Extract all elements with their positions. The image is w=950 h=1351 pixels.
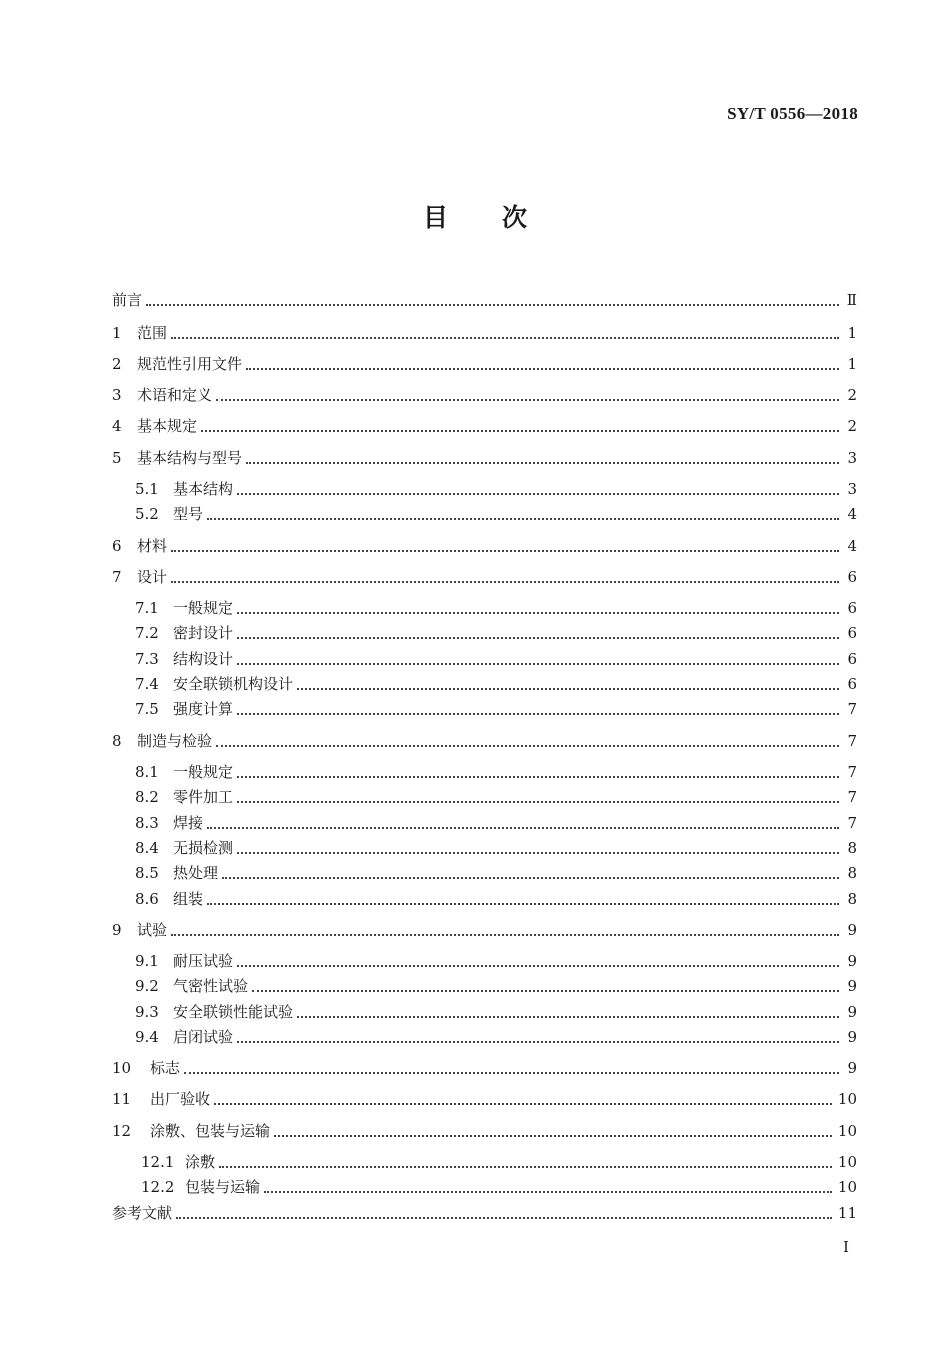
toc-entry-page: 9 — [847, 1003, 857, 1021]
toc-entry-label: 基本结构 — [173, 480, 234, 498]
toc-entry[interactable] — [135, 622, 857, 644]
toc-entry-page: 6 — [847, 624, 857, 642]
toc-entry-number: 10 — [112, 1059, 132, 1077]
toc-leader-dots — [176, 1217, 832, 1219]
toc-entry-number: 8.4 — [135, 839, 159, 857]
toc-entry-label: 安全联锁机构设计 — [173, 675, 294, 693]
toc-entry-page: 7 — [847, 788, 857, 806]
toc-entry-label: 气密性试验 — [173, 977, 249, 995]
toc-entry[interactable] — [112, 384, 857, 406]
toc-leader-dots — [264, 1191, 832, 1193]
toc-entry-number: 7.3 — [135, 650, 159, 668]
toc-entry-label: 零件加工 — [173, 788, 234, 806]
toc-leader-dots — [171, 934, 839, 936]
toc-entry-page: 9 — [847, 921, 857, 939]
toc-entry-label: 耐压试验 — [173, 952, 234, 970]
toc-entry-page: 10 — [837, 1153, 857, 1171]
toc-entry-label: 规范性引用文件 — [137, 355, 243, 373]
toc-entry[interactable] — [135, 812, 857, 834]
toc-entry-page: 8 — [847, 890, 857, 908]
toc-entry[interactable] — [135, 503, 857, 525]
toc-leader-dots — [207, 903, 839, 905]
toc-entry-page: 7 — [847, 732, 857, 750]
toc-leader-dots — [171, 337, 839, 339]
toc-entry-label: 基本规定 — [137, 417, 198, 435]
toc-entry-number: 9.1 — [135, 952, 159, 970]
toc-entry[interactable] — [112, 353, 857, 375]
standard-code: SY/T 0556—2018 — [727, 104, 858, 123]
toc-entry[interactable] — [141, 1176, 857, 1198]
toc-entry[interactable] — [112, 730, 857, 752]
toc-entry-label: 强度计算 — [173, 700, 234, 718]
toc-entry-label: 焊接 — [173, 814, 204, 832]
toc-leader-dots — [201, 430, 839, 432]
toc-entry[interactable] — [112, 566, 857, 588]
toc-entry[interactable] — [141, 1151, 857, 1173]
toc-entry[interactable] — [112, 322, 857, 344]
toc-entry-label: 型号 — [173, 505, 204, 523]
toc-entry[interactable] — [135, 1026, 857, 1048]
toc-entry-page: 3 — [847, 449, 857, 467]
toc-entry-page: 4 — [847, 537, 857, 555]
toc-entry-label: 材料 — [137, 537, 168, 555]
toc-entry-label: 基本结构与型号 — [137, 449, 243, 467]
toc-entry-label: 结构设计 — [173, 650, 234, 668]
toc-entry-number: 9.2 — [135, 977, 159, 995]
toc-entry-number: 12 — [112, 1122, 132, 1140]
toc-leader-dots — [274, 1135, 832, 1137]
toc-entry[interactable] — [135, 975, 857, 997]
toc-entry-number: 7.2 — [135, 624, 159, 642]
toc-entry[interactable] — [135, 673, 857, 695]
toc-entry-page: 7 — [847, 763, 857, 781]
toc-entry-label: 一般规定 — [173, 763, 234, 781]
toc-entry-label: 术语和定义 — [137, 386, 213, 404]
toc-leader-dots — [237, 776, 839, 778]
toc-entry-label: 包装与运输 — [185, 1178, 261, 1196]
toc-entry-label: 设计 — [137, 568, 168, 586]
toc-leader-dots — [252, 990, 839, 992]
toc-entry-page: 6 — [847, 599, 857, 617]
toc-entry[interactable] — [112, 1202, 857, 1224]
toc-entry[interactable] — [135, 950, 857, 972]
toc-entry-number: 9.4 — [135, 1028, 159, 1046]
toc-entry-page: 9 — [847, 1059, 857, 1077]
toc-entry-page: 2 — [847, 417, 857, 435]
toc-entry-label: 启闭试验 — [173, 1028, 234, 1046]
toc-leader-dots — [237, 637, 839, 639]
toc-entry-number: 3 — [112, 386, 122, 404]
toc-leader-dots — [146, 304, 839, 306]
toc-entry-number: 9 — [112, 921, 122, 939]
toc-leader-dots — [216, 745, 839, 747]
toc-entry-label: 试验 — [137, 921, 168, 939]
toc-entry-number: 7.5 — [135, 700, 159, 718]
toc-entry-number: 8 — [112, 732, 122, 750]
toc-entry-number: 5.1 — [135, 480, 159, 498]
toc-entry-label: 标志 — [150, 1059, 181, 1077]
toc-leader-dots — [237, 852, 839, 854]
toc-entry-number: 9.3 — [135, 1003, 159, 1021]
toc-leader-dots — [297, 688, 839, 690]
toc-entry-page: 9 — [847, 1028, 857, 1046]
toc-entry[interactable] — [112, 447, 857, 469]
toc-entry-page: 9 — [847, 977, 857, 995]
toc-entry-page: 6 — [847, 568, 857, 586]
toc-entry-page: Ⅱ — [846, 291, 857, 309]
toc-entry-page: 10 — [837, 1178, 857, 1196]
toc-entry[interactable] — [112, 919, 857, 941]
toc-entry-label: 无损检测 — [173, 839, 234, 857]
toc-entry-label: 范围 — [137, 324, 168, 342]
toc-entry[interactable] — [112, 535, 857, 557]
toc-leader-dots — [237, 1041, 839, 1043]
toc-entry[interactable] — [112, 415, 857, 437]
page-title: 目次 — [422, 203, 581, 232]
toc-leader-dots — [219, 1166, 832, 1168]
toc-leader-dots — [237, 663, 839, 665]
toc-entry-number: 6 — [112, 537, 122, 555]
toc-leader-dots — [171, 581, 839, 583]
toc-entry-number: 1 — [112, 324, 122, 342]
toc-entry[interactable] — [135, 648, 857, 670]
toc-entry-label: 热处理 — [173, 864, 219, 882]
toc-entry-number: 8.6 — [135, 890, 159, 908]
toc-entry-page: 10 — [837, 1090, 857, 1108]
toc-entry[interactable] — [135, 698, 857, 720]
toc-leader-dots — [171, 550, 839, 552]
toc-entry-number: 2 — [112, 355, 122, 373]
toc-leader-dots — [246, 368, 839, 370]
toc-entry-label: 涂敷 — [185, 1153, 216, 1171]
toc-entry[interactable] — [135, 478, 857, 500]
toc-entry-number: 11 — [112, 1090, 132, 1108]
toc-entry-number: 8.1 — [135, 763, 159, 781]
toc-leader-dots — [237, 612, 839, 614]
toc-leader-dots — [237, 801, 839, 803]
toc-entry[interactable] — [135, 597, 857, 619]
toc-entry-number: 7.4 — [135, 675, 159, 693]
toc-entry[interactable] — [112, 1057, 857, 1079]
toc-entry-page: 10 — [837, 1122, 857, 1140]
toc-entry-page: 8 — [847, 839, 857, 857]
toc-leader-dots — [237, 965, 839, 967]
toc-entry[interactable] — [135, 786, 857, 808]
toc-entry-number: 7 — [112, 568, 122, 586]
toc-entry-page: 8 — [847, 864, 857, 882]
toc-leader-dots — [207, 518, 839, 520]
toc-entry-number: 8.2 — [135, 788, 159, 806]
toc-entry-number: 5.2 — [135, 505, 159, 523]
toc-entry-number: 8.3 — [135, 814, 159, 832]
toc-entry-page: 1 — [847, 324, 857, 342]
toc-entry-label: 前言 — [112, 291, 143, 309]
toc-entry[interactable] — [135, 888, 857, 910]
toc-leader-dots — [216, 399, 839, 401]
toc-entry[interactable] — [135, 837, 857, 859]
toc-leader-dots — [297, 1016, 839, 1018]
toc-entry[interactable] — [112, 1088, 857, 1110]
toc-entry-page: 1 — [847, 355, 857, 373]
toc-entry-label: 出厂验收 — [150, 1090, 211, 1108]
toc-leader-dots — [237, 713, 839, 715]
toc-entry-page: 6 — [847, 675, 857, 693]
toc-leader-dots — [222, 877, 839, 879]
toc-leader-dots — [214, 1103, 832, 1105]
toc-entry[interactable] — [135, 1001, 857, 1023]
toc-entry-page: 3 — [847, 480, 857, 498]
toc-entry-number: 4 — [112, 417, 122, 435]
toc-entry-label: 安全联锁性能试验 — [173, 1003, 294, 1021]
toc-entry-number: 5 — [112, 449, 122, 467]
toc-entry-label: 参考文献 — [112, 1204, 173, 1222]
toc-leader-dots — [207, 827, 839, 829]
toc-entry-page: 2 — [847, 386, 857, 404]
toc-entry-page: 7 — [847, 700, 857, 718]
toc-leader-dots — [184, 1072, 839, 1074]
toc-entry[interactable] — [135, 862, 857, 884]
toc-entry-page: 4 — [847, 505, 857, 523]
toc-entry-number: 8.5 — [135, 864, 159, 882]
toc-entry-label: 组装 — [173, 890, 204, 908]
toc-entry-page: 9 — [847, 952, 857, 970]
toc-leader-dots — [237, 493, 839, 495]
toc-entry-label: 一般规定 — [173, 599, 234, 617]
toc-entry-label: 涂敷、包装与运输 — [150, 1122, 271, 1140]
page-number: Ⅰ — [843, 1238, 849, 1256]
toc-entry-page: 11 — [837, 1204, 857, 1222]
toc-entry[interactable] — [112, 1120, 857, 1142]
toc-entry-page: 7 — [847, 814, 857, 832]
toc-entry[interactable] — [135, 761, 857, 783]
toc-entry-label: 制造与检验 — [137, 732, 213, 750]
toc-leader-dots — [246, 462, 839, 464]
toc-entry-number: 12.1 — [141, 1153, 175, 1171]
toc-entry-number: 7.1 — [135, 599, 159, 617]
toc-entry-page: 6 — [847, 650, 857, 668]
toc-entry[interactable] — [112, 289, 857, 311]
toc-entry-label: 密封设计 — [173, 624, 234, 642]
toc-entry-number: 12.2 — [141, 1178, 175, 1196]
